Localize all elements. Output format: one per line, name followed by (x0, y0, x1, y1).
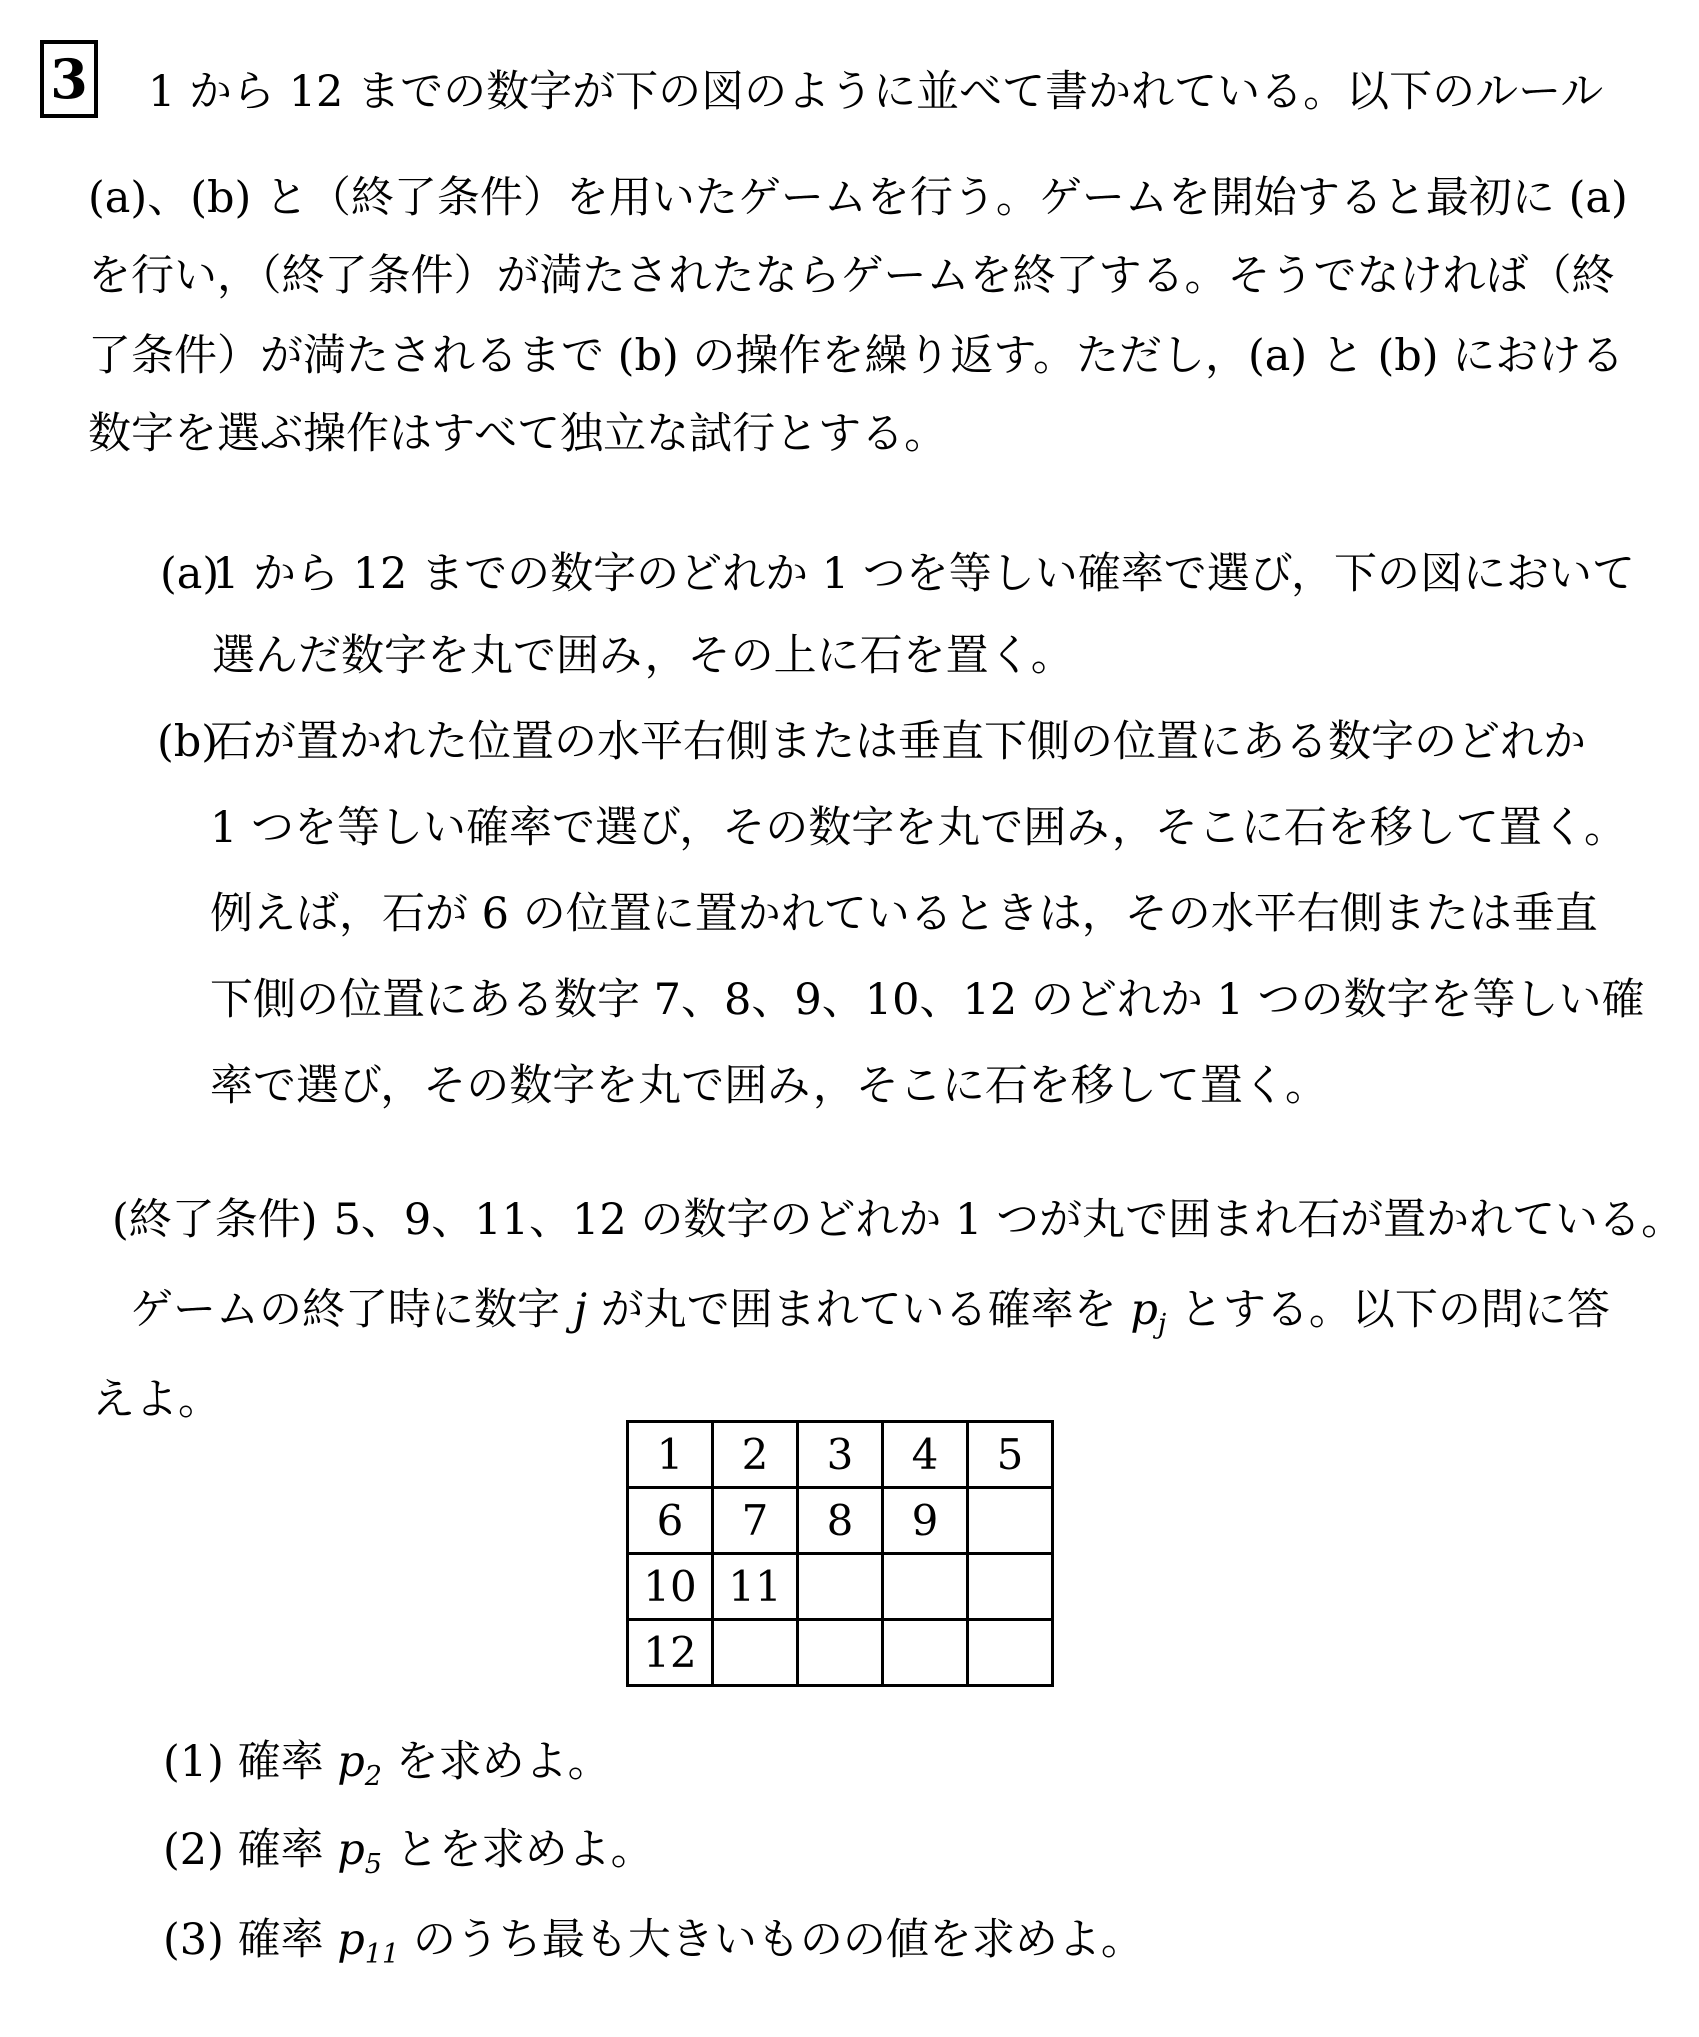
item-b-line-4: 下側の位置にある数字 7、8、9、10、12 のどれか 1 つの数字を等しい確 (210, 975, 1645, 1025)
math-var-j: j (573, 1285, 588, 1335)
item-b-line-5: 率で選び，その数字を丸で囲み，そこに石を移して置く。 (210, 1061, 1328, 1111)
intro-line-1: 1 から 12 までの数字が下の図のように並べて書かれている。以下のルール (148, 67, 1604, 117)
item-b-label: (b) (157, 717, 219, 767)
grid-cell: 3 (798, 1422, 883, 1488)
grid-cell (798, 1554, 883, 1620)
grid-row-4 (628, 1620, 1053, 1686)
grid-cell (968, 1554, 1053, 1620)
grid-cell: 8 (798, 1488, 883, 1554)
item-b-line-1: 石が置かれた位置の水平右側または垂直下側の位置にある数字のどれか (210, 717, 1586, 767)
grid-cell: 10 (628, 1554, 713, 1620)
question-3 (163, 1912, 1144, 1968)
end-condition-label: (終了条件) (112, 1195, 318, 1245)
intro-line-2: (a)、(b) と（終了条件）を用いたゲームを行う。ゲームを開始すると最初に (a) (88, 173, 1628, 223)
question-2 (163, 1822, 654, 1878)
grid-cell (713, 1620, 798, 1686)
math-var-p: p (337, 1915, 365, 1965)
item-a-line-2: 選んだ数字を丸で囲み，その上に石を置く。 (212, 631, 1074, 681)
question-2-post: とを求めよ。 (381, 1825, 654, 1875)
intro-line-5: 数字を選ぶ操作はすべて独立な試行とする。 (88, 409, 948, 459)
question-1 (163, 1734, 611, 1790)
question-3-label: (3) (163, 1915, 224, 1965)
question-3-pre: 確率 (237, 1915, 338, 1965)
item-b-line-3: 例えば，石が 6 の位置に置かれているときは，その水平右側または垂直 (210, 889, 1598, 939)
grid-cell: 6 (628, 1488, 713, 1554)
problem-number: 3 (50, 47, 88, 111)
grid-cell (883, 1554, 968, 1620)
closing-line1-pre: ゲームの終了時に数字 (130, 1285, 574, 1335)
number-grid (626, 1420, 1054, 1687)
end-condition-text: 5、9、11、12 の数字のどれか 1 つが丸で囲まれ石が置かれている。 (333, 1195, 1685, 1245)
closing-line1-post: とする。以下の問に答 (1166, 1285, 1610, 1335)
question-3-post: のうち最も大きいものの値を求めよ。 (399, 1915, 1144, 1965)
grid-row-3 (628, 1554, 1053, 1620)
grid-cell: 7 (713, 1488, 798, 1554)
grid-row-1 (628, 1422, 1053, 1488)
grid-cell: 5 (968, 1422, 1053, 1488)
closing-line-2: えよ。 (92, 1375, 221, 1425)
math-var-p: p (1130, 1285, 1158, 1335)
math-var-p: p (337, 1737, 365, 1787)
grid-cell (968, 1488, 1053, 1554)
grid-cell (883, 1620, 968, 1686)
item-a-line-1: 1 から 12 までの数字のどれか 1 つを等しい確率で選び，下の図において (212, 549, 1636, 599)
question-1-label: (1) (163, 1737, 224, 1787)
math-sub-5: 5 (364, 1849, 382, 1880)
item-b-line-2: 1 つを等しい確率で選び，その数字を丸で囲み，そこに石を移して置く。 (210, 803, 1628, 853)
grid-cell: 1 (628, 1422, 713, 1488)
closing-line-1 (130, 1282, 1610, 1338)
grid-cell (798, 1620, 883, 1686)
math-var-p: p (337, 1825, 365, 1875)
math-sub-2: 2 (364, 1761, 382, 1792)
problem-number-box (40, 40, 98, 118)
intro-line-3: を行い，（終了条件）が満たされたならゲームを終了する。そうでなければ（終 (88, 251, 1615, 301)
grid-cell: 12 (628, 1620, 713, 1686)
grid-row-2 (628, 1488, 1053, 1554)
grid-cell: 2 (713, 1422, 798, 1488)
closing-line1-mid: が丸で囲まれている確率を (587, 1285, 1131, 1335)
math-sub-11: 11 (364, 1939, 400, 1970)
math-sub-j: j (1157, 1309, 1167, 1340)
grid-cell: 9 (883, 1488, 968, 1554)
question-2-label: (2) (163, 1825, 224, 1875)
item-a-label: (a) (160, 549, 220, 599)
question-2-pre: 確率 (237, 1825, 338, 1875)
grid-cell: 11 (713, 1554, 798, 1620)
question-1-pre: 確率 (237, 1737, 338, 1787)
end-condition-line (112, 1192, 1684, 1248)
grid-cell: 4 (883, 1422, 968, 1488)
grid-cell (968, 1620, 1053, 1686)
question-1-post: を求めよ。 (381, 1737, 611, 1787)
intro-line-4: 了条件）が満たされるまで (b) の操作を繰り返す。ただし，(a) と (b) における (88, 331, 1625, 381)
